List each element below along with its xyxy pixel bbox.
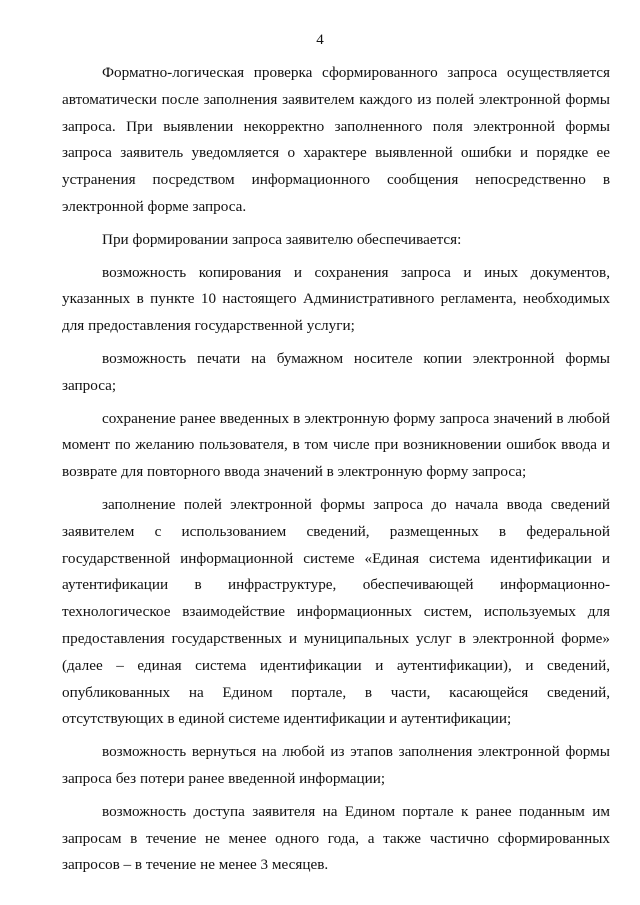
paragraph-access-requests: возможность доступа заявителя на Едином портале к ранее поданным им запросам в течение не менее одного года, а также частично сформированных запросов – в течение не менее 3 месяцев.: [62, 802, 610, 874]
paragraph-format-check: Форматно-логическая проверка сформированного запроса осуществляется автоматически после заполнения заявителем каждого из полей электронной формы запроса. При выявлении некорректно заполненного поля электронной формы запроса заявитель уведомляется о характере выявленной ошибки и порядке ее устранения посредством информационного сообщения непосредственно в электронной форме запроса.: [62, 64, 610, 215]
paragraph-copy-save: возможность копирования и сохранения запроса и иных документов, указанных в пункте 10 настоящего Административного регламента, необходимых для предоставления государственной услуги;: [62, 263, 610, 335]
page-number: 4: [316, 32, 324, 48]
document-body: [62, 60, 610, 885]
paragraph-autofill: заполнение полей электронной формы запроса до начала ввода сведений заявителем с использованием сведений, размещенных в федеральной государственной информационной системе «Единая система идентификации и аутентификации в инфраструктуре, обеспечивающей информационно-технологическое взаимодействие информационных систем, используемых для предоставления государственных и муниципальных услуг в электронной форме» (далее – единая система идентификации и аутентификации), и сведений, опубликованных на Едином портале, в части, касающейся сведений, отсутствующих в единой системе идентификации и аутентификации;: [62, 495, 610, 728]
paragraph-provided-features-intro: При формировании запроса заявителю обеспечивается:: [102, 230, 462, 248]
paragraph-print: возможность печати на бумажном носителе копии электронной формы запроса;: [62, 349, 610, 394]
paragraph-save-values: сохранение ранее введенных в электронную форму запроса значений в любой момент по желанию пользователя, в том числе при возникновении ошибок ввода и возврате для повторного ввода значений в электронную форму запроса;: [62, 409, 610, 481]
paragraph-return-stage: возможность вернуться на любой из этапов заполнения электронной формы запроса без потери ранее введенной информации;: [62, 743, 610, 787]
